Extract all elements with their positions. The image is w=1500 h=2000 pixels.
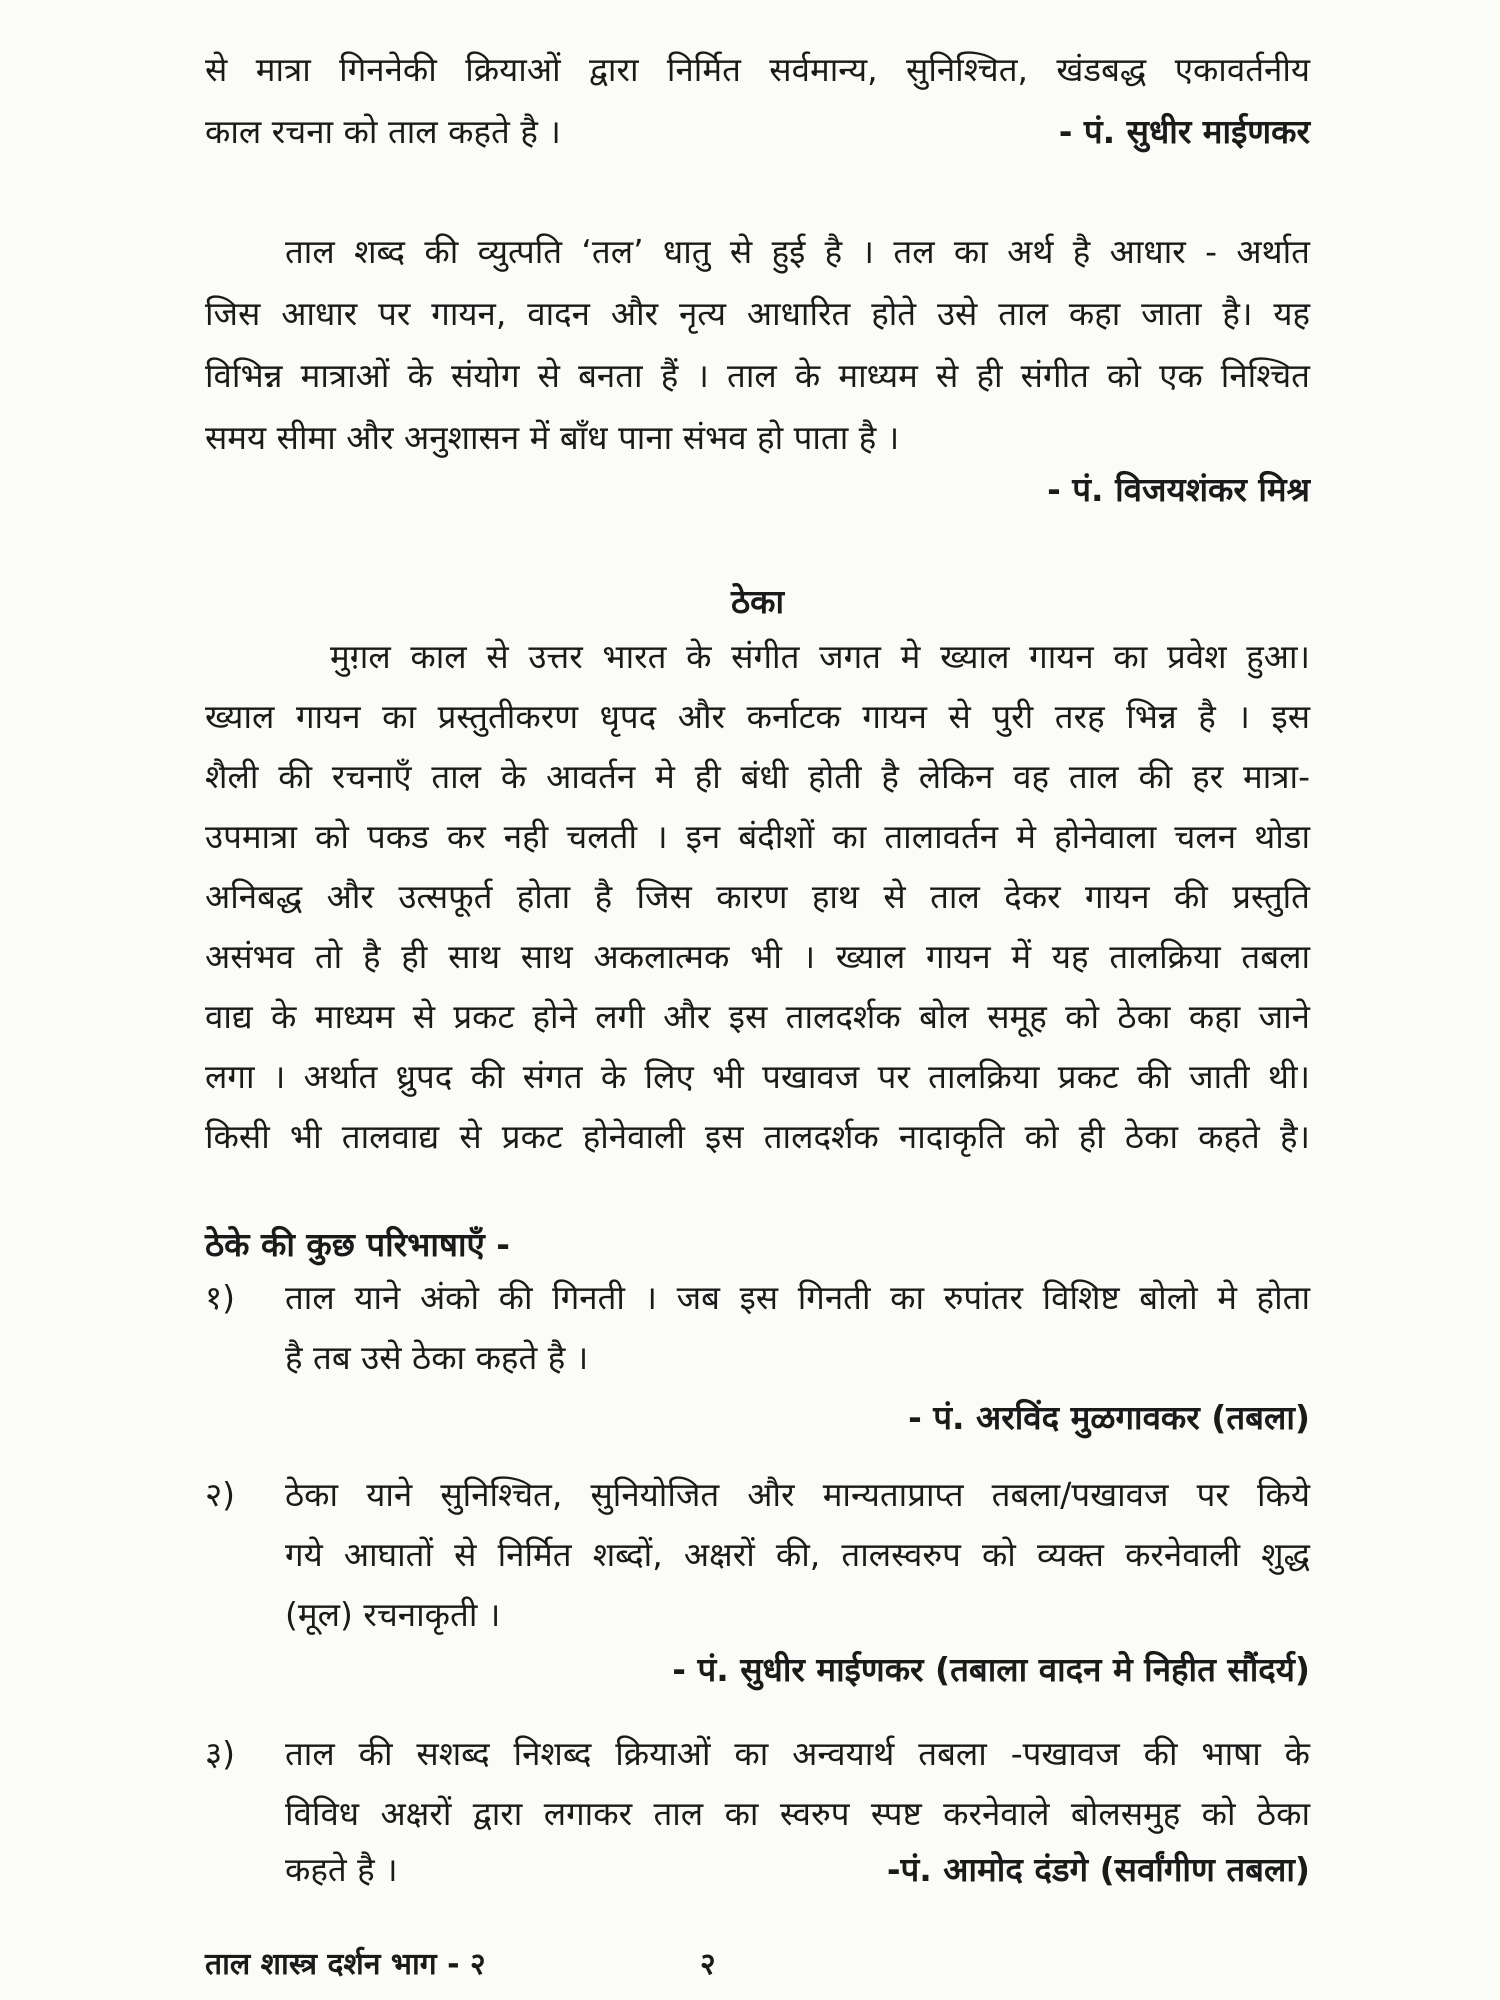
definition-1-line-2: है तब उसे ठेका कहते है ।: [285, 1338, 589, 1377]
theka-line-7: वाद्य के माध्यम से प्रकट होने लगी और इस तालदर्शक बोल समूह को ठेका कहा जाने: [205, 997, 1310, 1036]
para2-author: - पं. विजयशंकर मिश्र: [1047, 470, 1310, 509]
definition-3-number: ३): [205, 1734, 236, 1773]
theka-line-1: मुग़ल काल से उत्तर भारत के संगीत जगत मे ख्याल गायन का प्रवेश हुआ।: [330, 637, 1310, 676]
definition-3-line-2: विविध अक्षरों द्वारा लगाकर ताल का स्वरुप स्पष्ट करनेवाले बोलसमुह को ठेका: [285, 1794, 1310, 1833]
definition-2-line-2: गये आघातों से निर्मित शब्दों, अक्षरों की, तालस्वरुप को व्यक्त करनेवाली शुद्ध: [285, 1535, 1310, 1574]
theka-line-4: उपमात्रा को पकड कर नही चलती । इन बंदीशों का तालावर्तन मे होनेवाला चलन थोडा: [205, 817, 1310, 856]
definition-2-line-1: ठेका याने सुनिश्चित, सुनियोजित और मान्यताप्राप्त तबला/पखावज पर किये: [285, 1475, 1310, 1514]
definition-3-line-3: कहते है ।: [285, 1850, 398, 1889]
definition-1-line-1: ताल याने अंको की गिनती । जब इस गिनती का रुपांतर विशिष्ट बोलो मे होता: [285, 1278, 1310, 1317]
definition-3-line-3-row: [285, 1850, 1310, 1890]
para2-line-2: जिस आधार पर गायन, वादन और नृत्य आधारित होते उसे ताल कहा जाता है। यह: [205, 294, 1310, 333]
definition-2-author: - पं. सुधीर माईणकर (तबाला वादन मे निहीत सौंदर्य): [672, 1650, 1310, 1689]
para2-line-3: विभिन्न मात्राओं के संयोग से बनता हैं । ताल के माध्यम से ही संगीत को एक निश्चित: [205, 356, 1310, 395]
intro-line-2-row: [205, 112, 1310, 152]
intro-line-1: से मात्रा गिननेकी क्रियाओं द्वारा निर्मित सर्वमान्य, सुनिश्चित, खंडबद्ध एकावर्तनीय: [205, 50, 1310, 89]
theka-line-5: अनिबद्ध और उत्सफूर्त होता है जिस कारण हाथ से ताल देकर गायन की प्रस्तुति: [205, 877, 1310, 916]
theka-heading: ठेका: [730, 582, 785, 621]
definition-3-line-1: ताल की सशब्द निशब्द क्रियाओं का अन्वयार्थ तबला -पखावज की भाषा के: [285, 1734, 1310, 1773]
definition-1-author: - पं. अरविंद मुळगावकर (तबला): [908, 1398, 1310, 1437]
definition-3-author: -पं. आमोद दंडगे (सर्वांगीण तबला): [886, 1850, 1310, 1889]
footer-page-number: २: [700, 1947, 716, 1982]
intro-line-2: काल रचना को ताल कहते है ।: [205, 112, 561, 151]
intro-author: - पं. सुधीर माईणकर: [1058, 112, 1310, 151]
definition-2-line-3: (मूल) रचनाकृती ।: [285, 1595, 501, 1634]
theka-line-8: लगा । अर्थात ध्रुपद की संगत के लिए भी पखावज पर तालक्रिया प्रकट की जाती थी।: [205, 1057, 1310, 1096]
theka-line-3: शैली की रचनाएँ ताल के आवर्तन मे ही बंधी होती है लेकिन वह ताल की हर मात्रा-: [205, 757, 1310, 796]
theka-line-6: असंभव तो है ही साथ साथ अकलात्मक भी । ख्याल गायन में यह तालक्रिया तबला: [205, 937, 1310, 976]
para2-line-4: समय सीमा और अनुशासन में बाँध पाना संभव हो पाता है ।: [205, 418, 900, 457]
footer-book-title: ताल शास्त्र दर्शन भाग - २: [205, 1947, 486, 1982]
theka-line-9: किसी भी तालवाद्य से प्रकट होनेवाली इस तालदर्शक नादाकृति को ही ठेका कहते है।: [205, 1117, 1310, 1156]
theka-line-2: ख्याल गायन का प्रस्तुतीकरण धृपद और कर्नाटक गायन से पुरी तरह भिन्न है । इस: [205, 697, 1310, 736]
para2-line-1: ताल शब्द की व्युत्पति ‘तल’ धातु से हुई है । तल का अर्थ है आधार - अर्थात: [285, 232, 1310, 271]
definition-1-number: १): [205, 1278, 236, 1317]
definitions-heading: ठेके की कुछ परिभाषाएँ -: [205, 1225, 510, 1264]
definition-2-number: २): [205, 1475, 236, 1514]
